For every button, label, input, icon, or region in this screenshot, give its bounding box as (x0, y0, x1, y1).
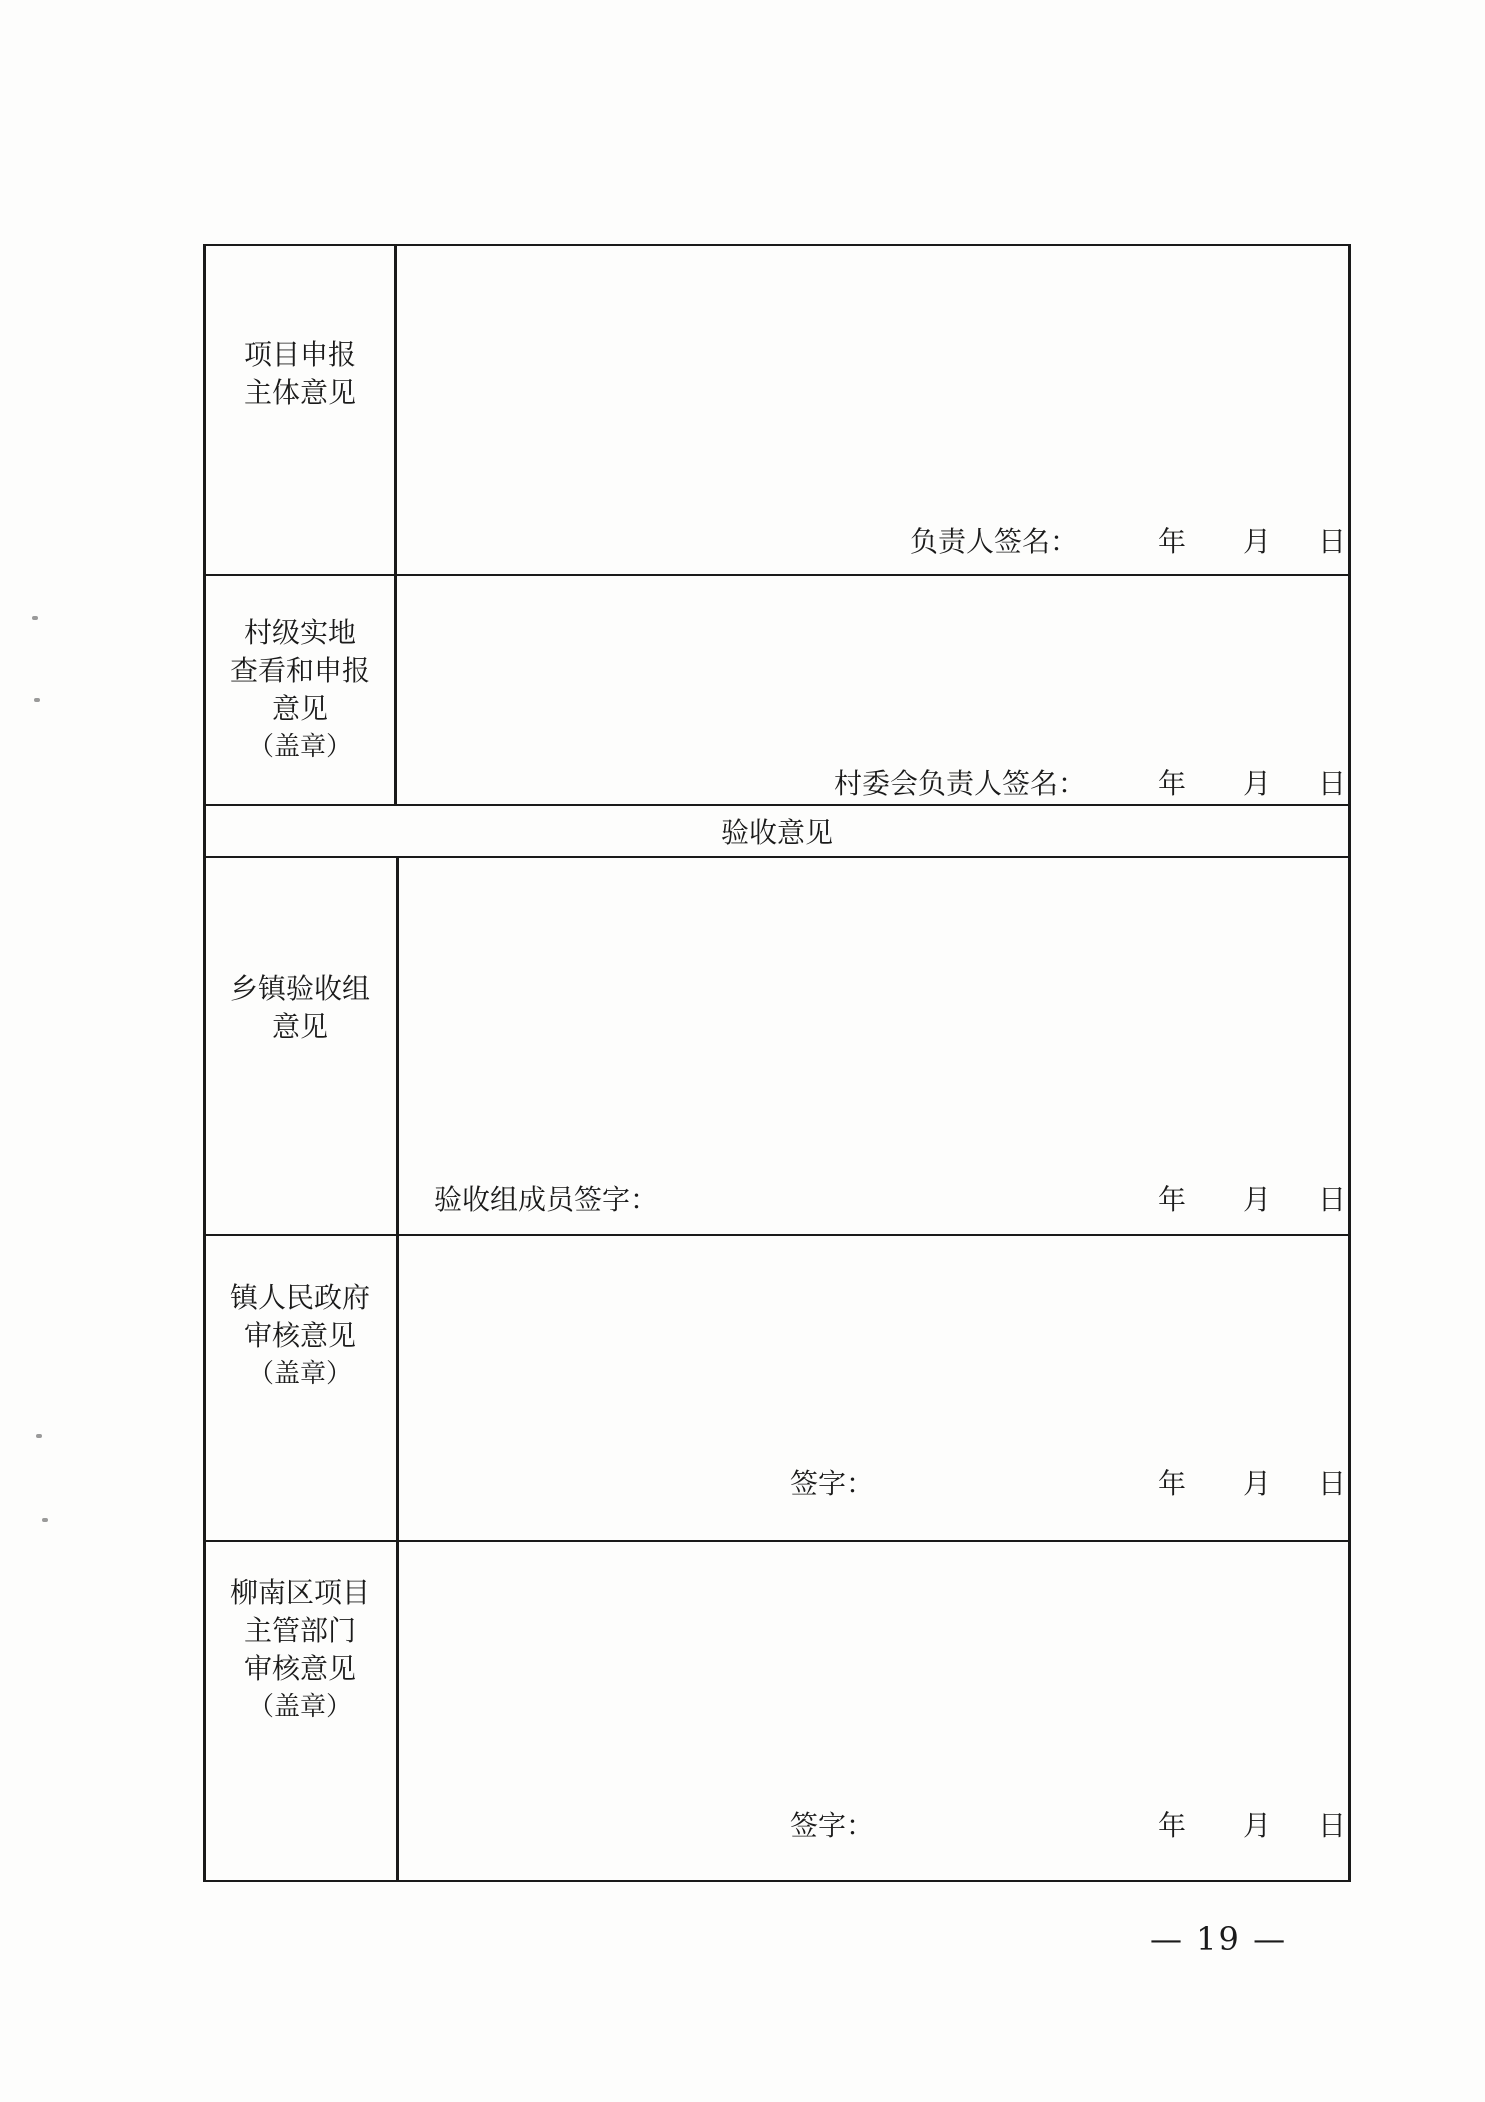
stamp-note: （盖章） (247, 1359, 352, 1389)
signature-line (398, 522, 1351, 562)
scan-speck (42, 1518, 48, 1522)
review-form-table (203, 244, 1351, 1882)
signature-line (398, 1180, 1351, 1220)
date-year-label: 年 (1158, 1467, 1187, 1500)
scan-speck (34, 698, 40, 702)
section-header-acceptance: 验收意见 (720, 816, 833, 849)
page-number: — 19 — (1150, 1920, 1288, 1958)
date-day-label: 日 (1318, 767, 1347, 800)
date-month-label: 月 (1243, 1809, 1272, 1842)
stamp-note: （盖章） (247, 1692, 352, 1722)
row-label-township-acceptance: 乡镇验收组 意见 (229, 972, 370, 1043)
date-month-label: 月 (1243, 1467, 1272, 1500)
row-label-applicant-opinion: 项目申报 主体意见 (243, 338, 356, 409)
date-day-label: 日 (1318, 1183, 1347, 1216)
date-day-label: 日 (1318, 1809, 1347, 1842)
date-year-label: 年 (1158, 1183, 1187, 1216)
date-year-label: 年 (1158, 1809, 1187, 1842)
signature-label: 验收组成员签字： (434, 1183, 659, 1216)
date-day-label: 日 (1318, 1467, 1347, 1500)
date-year-label: 年 (1158, 767, 1187, 800)
stamp-note: （盖章） (247, 732, 352, 762)
signature-label: 签字： (790, 1467, 875, 1500)
column-divider (396, 856, 399, 1882)
row-label-village-inspection: 村级实地 查看和申报 意见 （盖章） (206, 576, 394, 804)
row-label-district-department: 柳南区项目 主管部门 审核意见 （盖章） (206, 1542, 394, 1758)
signature-label: 村委会负责人签名： (834, 767, 1087, 800)
scan-speck (32, 616, 38, 620)
date-month-label: 月 (1243, 525, 1272, 558)
signature-line (398, 1806, 1351, 1846)
signature-label: 负责人签名： (910, 525, 1079, 558)
row-label-town-government: 镇人民政府 审核意见 （盖章） (206, 1236, 394, 1436)
signature-label: 签字： (790, 1809, 875, 1842)
scan-speck (36, 1434, 42, 1438)
table-border-right (1348, 244, 1351, 1882)
column-divider (394, 244, 397, 806)
date-year-label: 年 (1158, 525, 1187, 558)
table-border-bottom (203, 1880, 1351, 1882)
date-month-label: 月 (1243, 1183, 1272, 1216)
date-day-label: 日 (1318, 525, 1347, 558)
signature-line (398, 764, 1351, 804)
signature-line (398, 1464, 1351, 1504)
date-month-label: 月 (1243, 767, 1272, 800)
